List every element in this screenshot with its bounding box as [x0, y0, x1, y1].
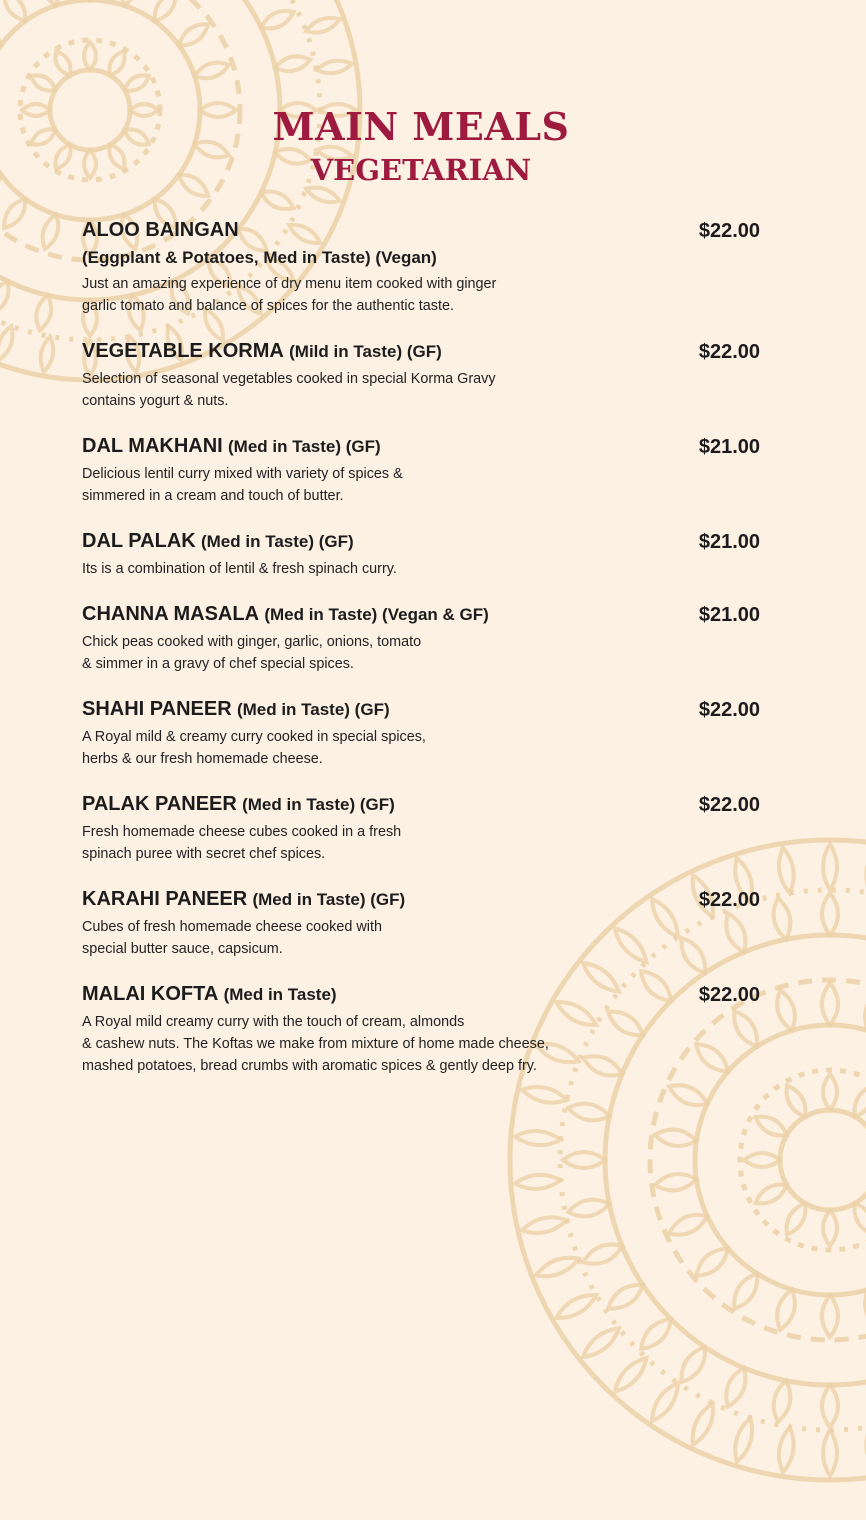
item-description — [82, 916, 760, 960]
menu-item-dal-palak — [82, 527, 760, 580]
item-description — [82, 368, 760, 412]
page-title: MAIN MEALS — [272, 104, 570, 149]
item-note: (Med in Taste) (Vegan & GF) — [264, 605, 489, 624]
item-description-line: mashed potatoes, bread crumbs with aromatic spices & gently deep fry. — [82, 1058, 537, 1074]
item-name: KARAHI PANEER — [82, 888, 248, 910]
menu-item-vegetable-korma — [82, 337, 760, 412]
menu-item-shahi-paneer — [82, 695, 760, 770]
item-price: $21.00 — [698, 604, 760, 626]
item-note: (Med in Taste) (GF) — [252, 890, 406, 909]
menu-item-aloo-baingan — [82, 216, 760, 317]
item-note: (Med in Taste) (GF) — [200, 532, 354, 551]
item-note: (Med in Taste) (GF) — [242, 795, 395, 814]
menu-item-karahi-paneer — [82, 885, 760, 960]
item-description-line: garlic tomato and balance of spices for the authentic taste. — [82, 298, 454, 314]
menu-item-malai-kofta — [82, 980, 760, 1077]
item-price: $22.00 — [698, 220, 760, 242]
item-name: VEGETABLE KORMA — [82, 340, 284, 362]
item-note: (Mild in Taste) (GF) — [289, 342, 442, 361]
item-description-line: A Royal mild & creamy curry cooked in special spices, — [82, 729, 426, 745]
item-description-line: Chick peas cooked with ginger, garlic, onions, tomato — [82, 634, 422, 650]
item-name: ALOO BAINGAN — [82, 219, 239, 241]
item-note: (Eggplant & Potatoes, Med in Taste) (Vegan) — [82, 248, 437, 267]
item-price: $21.00 — [698, 436, 760, 458]
menu-header — [0, 104, 854, 188]
menu-list — [82, 216, 760, 1097]
item-description-line: spinach puree with secret chef spices. — [82, 846, 326, 862]
item-description-line: Delicious lentil curry mixed with variety of spices & — [82, 466, 403, 482]
item-description-line: Just an amazing experience of dry menu item cooked with ginger — [82, 276, 497, 292]
item-description-line: special butter sauce, capsicum. — [82, 941, 283, 957]
item-name: DAL PALAK — [82, 530, 196, 552]
item-description-line: Fresh homemade cheese cubes cooked in a fresh — [82, 824, 402, 840]
item-description-line: Its is a combination of lentil & fresh spinach curry. — [82, 561, 397, 577]
item-description — [82, 821, 760, 865]
item-description — [82, 726, 760, 770]
menu-item-dal-makhani — [82, 432, 760, 507]
item-name: CHANNA MASALA — [82, 603, 260, 625]
item-price: $21.00 — [698, 531, 760, 553]
menu-item-palak-paneer — [82, 790, 760, 865]
item-description-line: A Royal mild creamy curry with the touch of cream, almonds — [82, 1014, 465, 1030]
item-name: MALAI KOFTA — [82, 983, 219, 1005]
item-description-line: herbs & our fresh homemade cheese. — [82, 751, 323, 767]
item-note: (Med in Taste) (GF) — [236, 700, 390, 719]
item-price: $22.00 — [698, 984, 760, 1006]
item-note: (Med in Taste) (GF) — [228, 437, 381, 456]
menu-item-channa-masala — [82, 600, 760, 675]
item-description-line: & cashew nuts. The Koftas we make from mixture of home made cheese, — [82, 1036, 549, 1052]
item-description-line: & simmer in a gravy of chef special spices. — [82, 656, 354, 672]
section-subtitle: VEGETARIAN — [310, 153, 532, 187]
item-description — [82, 273, 760, 317]
item-price: $22.00 — [698, 341, 760, 363]
item-description-line: Cubes of fresh homemade cheese cooked with — [82, 919, 382, 935]
item-description — [82, 463, 760, 507]
item-description-line: contains yogurt & nuts. — [82, 393, 229, 409]
item-description-line: simmered in a cream and touch of butter. — [82, 488, 344, 504]
item-description-line: Selection of seasonal vegetables cooked in special Korma Gravy — [82, 371, 496, 387]
item-description — [82, 558, 760, 580]
item-name: SHAHI PANEER — [82, 698, 232, 720]
item-price: $22.00 — [698, 889, 760, 911]
item-note: (Med in Taste) — [223, 985, 337, 1004]
item-description — [82, 1011, 760, 1077]
item-name: PALAK PANEER — [82, 793, 237, 815]
item-name: DAL MAKHANI — [82, 435, 223, 457]
item-price: $22.00 — [698, 699, 760, 721]
item-description — [82, 631, 760, 675]
item-price: $22.00 — [698, 794, 760, 816]
